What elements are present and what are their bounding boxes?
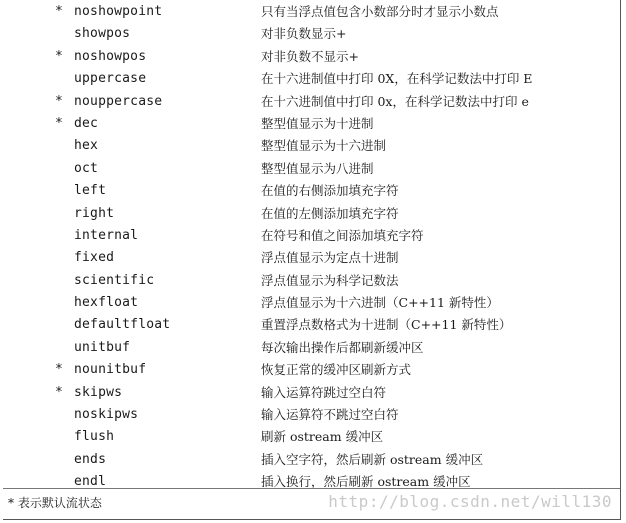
manipulator-name: defaultfloat xyxy=(74,317,171,333)
manipulator-name: internal xyxy=(74,227,139,243)
manipulator-description: 插入空字符，然后刷新 ostream 缓冲区 xyxy=(261,451,484,467)
manipulator-description: 对非负数显示+ xyxy=(261,26,347,42)
manipulator-description: 重置浮点数格式为十进制（C++11 新特性） xyxy=(261,317,512,333)
table-row xyxy=(3,203,620,225)
manipulator-description: 整型值显示为十进制 xyxy=(261,115,374,131)
default-marker: * xyxy=(55,4,63,19)
manipulator-name: nounitbuf xyxy=(74,362,147,378)
manipulator-name: oct xyxy=(74,160,99,176)
manipulator-name: fixed xyxy=(74,250,115,266)
manipulator-description: 在符号和值之间添加填充字符 xyxy=(261,227,424,243)
table-row xyxy=(3,113,620,135)
manipulator-table-frame xyxy=(3,0,621,520)
table-row xyxy=(3,426,620,448)
manipulator-description: 恢复正常的缓冲区刷新方式 xyxy=(261,362,412,378)
manipulator-name: nouppercase xyxy=(74,93,163,109)
manipulator-description: 浮点值显示为定点十进制 xyxy=(261,250,399,266)
table-row xyxy=(3,225,620,247)
manipulator-description: 浮点值显示为科学记数法 xyxy=(261,272,399,288)
table-row xyxy=(3,404,620,426)
manipulator-description: 整型值显示为八进制 xyxy=(261,160,374,176)
manipulator-description: 在值的右侧添加填充字符 xyxy=(261,183,399,199)
table-row xyxy=(3,359,620,381)
manipulator-description: 每次输出操作后都刷新缓冲区 xyxy=(261,339,424,355)
default-marker: * xyxy=(55,93,63,109)
manipulator-name: endl xyxy=(74,474,107,490)
manipulator-description: 在值的左侧添加填充字符 xyxy=(261,205,399,221)
manipulator-name: hex xyxy=(74,138,99,154)
table-row xyxy=(3,135,620,157)
table-row xyxy=(3,23,620,45)
manipulator-name: right xyxy=(74,205,115,221)
manipulator-name: scientific xyxy=(74,272,155,288)
manipulator-name: noshowpos xyxy=(74,48,147,64)
default-marker: * xyxy=(55,384,63,400)
manipulator-name: left xyxy=(74,183,107,199)
footer-rule xyxy=(3,488,620,489)
table-row xyxy=(3,1,620,23)
manipulator-name: noskipws xyxy=(74,407,139,423)
manipulator-name: unitbuf xyxy=(74,339,131,355)
manipulator-description: 输入运算符不跳过空白符 xyxy=(261,407,399,423)
manipulator-description: 输入运算符跳过空白符 xyxy=(261,384,387,400)
table-row xyxy=(3,180,620,202)
table-row xyxy=(3,449,620,471)
manipulator-description: 插入换行，然后刷新 ostream 缓冲区 xyxy=(261,474,471,490)
table-row xyxy=(3,382,620,404)
manipulator-name: showpos xyxy=(74,26,131,42)
manipulator-name: uppercase xyxy=(74,71,147,87)
manipulator-table xyxy=(3,1,620,494)
manipulator-name: dec xyxy=(74,115,99,131)
table-row xyxy=(3,292,620,314)
table-row xyxy=(3,158,620,180)
watermark: http://blog.csdn.net/will130 xyxy=(328,492,612,511)
footnote: * 表示默认流状态 xyxy=(8,496,102,510)
manipulator-name: hexfloat xyxy=(74,295,139,311)
manipulator-description: 只有当浮点值包含小数部分时才显示小数点 xyxy=(261,4,499,19)
default-marker: * xyxy=(55,115,63,131)
table-row xyxy=(3,68,620,90)
manipulator-name: skipws xyxy=(74,384,123,400)
default-marker: * xyxy=(55,48,63,64)
manipulator-description: 在十六进制值中打印 0x，在科学记数法中打印 e xyxy=(261,93,529,109)
default-marker: * xyxy=(55,362,63,378)
manipulator-name: noshowpoint xyxy=(74,4,163,19)
table-row xyxy=(3,91,620,113)
table-row xyxy=(3,247,620,269)
manipulator-name: ends xyxy=(74,451,107,467)
manipulator-description: 刷新 ostream 缓冲区 xyxy=(261,429,384,445)
manipulator-description: 整型值显示为十六进制 xyxy=(261,138,387,154)
table-row xyxy=(3,471,620,493)
table-row xyxy=(3,46,620,68)
manipulator-description: 对非负数不显示+ xyxy=(261,48,359,64)
table-row xyxy=(3,314,620,336)
table-row xyxy=(3,270,620,292)
manipulator-name: flush xyxy=(74,429,115,445)
table-row xyxy=(3,337,620,359)
manipulator-description: 在十六进制值中打印 0X，在科学记数法中打印 E xyxy=(261,71,533,87)
manipulator-description: 浮点值显示为十六进制（C++11 新特性） xyxy=(261,295,499,311)
